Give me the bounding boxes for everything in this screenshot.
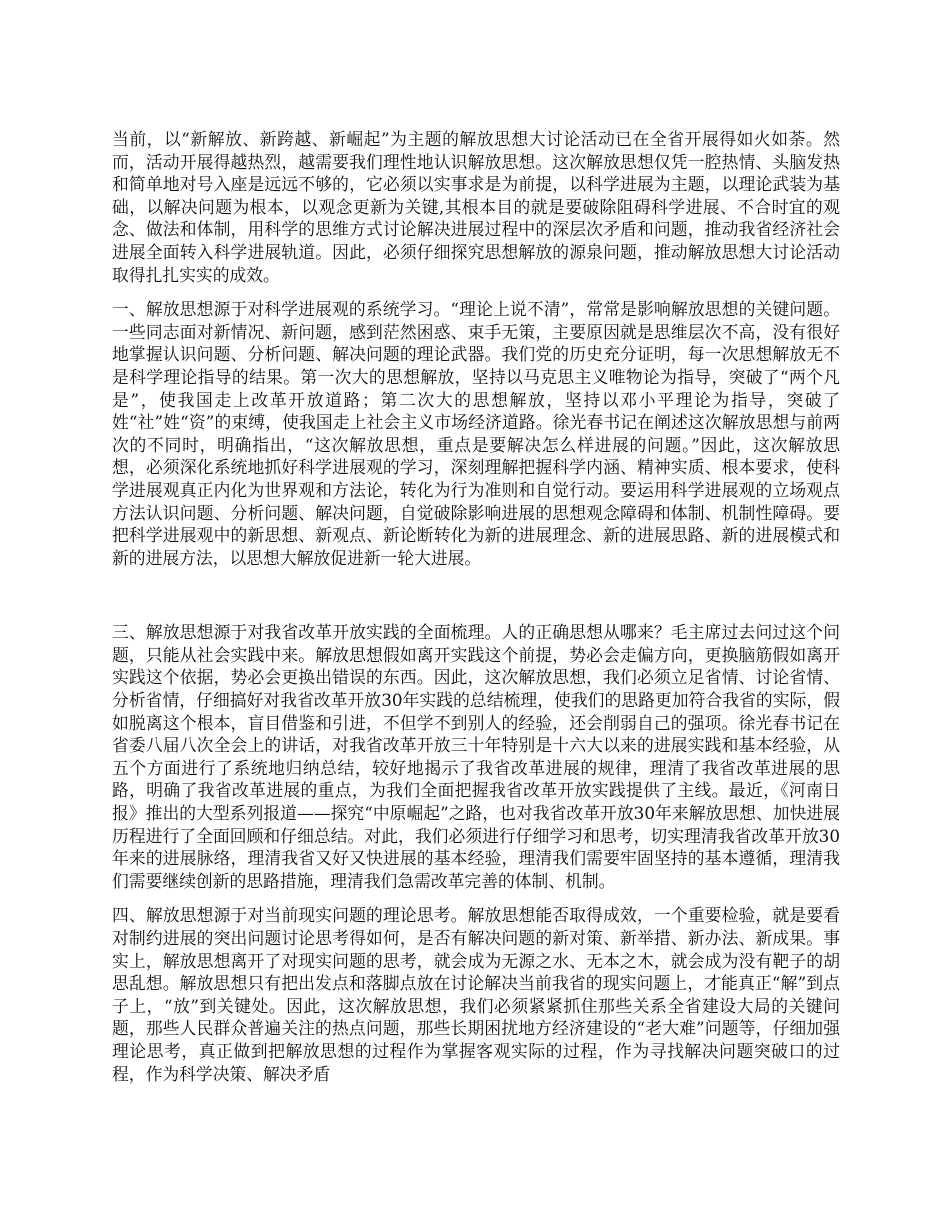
- intro-paragraph: 当前，以“新解放、新跨越、新崛起”为主题的解放思想大讨论活动已在全省开展得如火如荼。然而，活动开展得越热烈，越需要我们理性地认识解放思想。这次解放思想仅凭一腔热情、头脑发热和简单地对号入座是远远不够的，它必须以实事求是为前提，以科学进展为主题，以理论武装为基础，以解决问题为根本，以观念更新为关键,其根本目的就是要破除阻碍科学进展、不合时宜的观念、做法和体制，用科学的思维方式讨论解决进展过程中的深层次矛盾和问题，推动我省经济社会进展全面转入科学进展轨道。因此，必须仔细探究思想解放的源泉问题，推动解放思想大讨论活动取得扎扎实实的成效。: [112, 129, 840, 285]
- section-one-paragraph: 一、解放思想源于对科学进展观的系统学习。“理论上说不清”，常常是影响解放思想的关键问题。一些同志面对新情况、新问题，感到茫然困惑、束手无策，主要原因就是思维层次不高，没有很好地掌握认识问题、分析问题、解决问题的理论武器。我们党的历史充分证明，每一次思想解放无不是科学理论指导的结果。第一次大的思想解放，坚持以马克思主义唯物论为指导，突破了“两个凡是”，使我国走上改革开放道路；第二次大的思想解放，坚持以邓小平理论为指导，突破了姓“社”姓“资”的束缚，使我国走上社会主义市场经济道路。徐光春书记在阐述这次解放思想与前两次的不同时，明确指出，“这次解放思想，重点是要解决怎么样进展的问题。”因此，这次解放思想，必须深化系统地抓好科学进展观的学习，深刻理解把握科学内涵、精神实质、根本要求，使科学进展观真正内化为世界观和方法论，转化为行为准则和自觉行动。要运用科学进展观的立场观点方法认识问题、分析问题、解决问题，自觉破除影响进展的思想观念障碍和体制、机制性障碍。要把科学进展观中的新思想、新观点、新论断转化为新的进展理念、新的进展思路、新的进展模式和新的进展方法，以思想大解放促进新一轮大进展。: [112, 299, 840, 568]
- section-four-paragraph: 四、解放思想源于对当前现实问题的理论思考。解放思想能否取得成效，一个重要检验，就是要看对制约进展的突出问题讨论思考得如何，是否有解决问题的新对策、新举措、新办法、新成果。事实上，解放思想离开了对现实问题的思考，就会成为无源之水、无本之木，就会成为没有靶子的胡思乱想。解放思想只有把出发点和落脚点放在讨论解决当前我省的现实问题上，才能真正“解”到点子上，“放”到关键处。因此，这次解放思想，我们必须紧紧抓住那些关系全省建设大局的关键问题，那些人民群众普遍关注的热点问题，那些长期困扰地方经济建设的“老大难”问题等，仔细加强理论思考，真正做到把解放思想的过程作为掌握客观实际的过程，作为寻找解决问题突破口的过程，作为科学决策、解决矛盾: [112, 905, 840, 1084]
- section-gap: [112, 581, 840, 621]
- section-three-paragraph: 三、解放思想源于对我省改革开放实践的全面梳理。人的正确思想从哪来？毛主席过去问过这个问题，只能从社会实践中来。解放思想假如离开实践这个前提，势必会走偏方向，更换脑筋假如离开实践这个依据，势必会更换出错误的东西。因此，这次解放思想，我们必须立足省情、讨论省情、分析省情，仔细搞好对我省改革开放30年实践的总结梳理，使我们的思路更加符合我省的实际，假如脱离这个根本，盲目借鉴和引进，不但学不到别人的经验，还会削弱自己的强项。徐光春书记在省委八届八次全会上的讲话，对我省改革开放三十年特别是十六大以来的进展实践和基本经验，从五个方面进行了系统地归纳总结，较好地揭示了我省改革进展的规律，理清了我省改革进展的思路，明确了我省改革进展的重点，为我们全面把握我省改革开放实践提供了主线。最近，《河南日报》推出的大型系列报道——探究“中原崛起”之路，也对我省改革开放30年来解放思想、加快进展历程进行了全面回顾和仔细总结。对此，我们必须进行仔细学习和思考，切实理清我省改革开放30年来的进展脉络，理清我省又好又快进展的基本经验，理清我们需要牢固坚持的基本遵循，理清我们需要继续创新的思路措施，理清我们急需改革完善的体制、机制。: [112, 622, 840, 891]
- document-body: [112, 128, 840, 1097]
